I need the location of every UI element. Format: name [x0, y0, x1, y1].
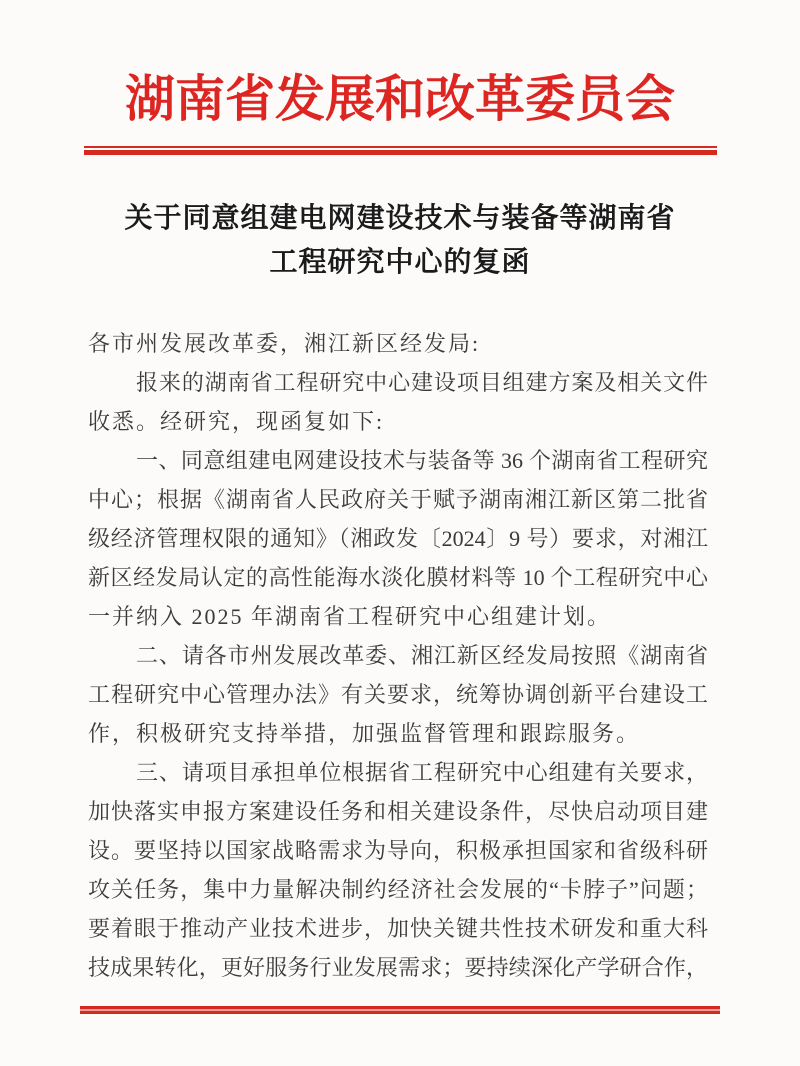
letterhead-rule-thick [84, 150, 717, 155]
body-line: 收悉。经研究，现函复如下: [88, 409, 385, 434]
body-line: 设。要坚持以国家战略需求为导向，积极承担国家和省级科研 [88, 838, 708, 863]
document-body [88, 324, 708, 987]
body-line: 新区经发局认定的高性能海水淡化膜材料等 10 个工程研究中心 [88, 565, 708, 590]
letterhead-rule-thin [84, 146, 717, 148]
document-title-line-1: 关于同意组建电网建设技术与装备等湖南省 [124, 203, 676, 234]
agency-letterhead: 湖南省发展和改革委员会 [125, 71, 675, 127]
salutation-line: 各市州发展改革委，湘江新区经发局: [88, 331, 481, 356]
body-line: 工程研究中心管理办法》有关要求，统筹协调创新平台建设工 [88, 682, 708, 707]
body-line: 中心；根据《湖南省人民政府关于赋予湖南湘江新区第二批省 [88, 487, 708, 512]
body-line: 级经济管理权限的通知》（湘政发〔2024〕9 号）要求，对湘江 [88, 526, 708, 551]
body-line: 作，积极研究支持举措，加强监督管理和跟踪服务。 [88, 721, 641, 746]
body-line: 三、请项目承担单位根据省工程研究中心组建有关要求， [136, 760, 708, 785]
letterhead-rule [84, 146, 717, 155]
footer-rule [80, 1006, 720, 1014]
body-line: 要着眼于推动产业技术进步，加快关键共性技术研发和重大科 [88, 916, 708, 941]
body-line: 二、请各市州发展改革委、湘江新区经发局按照《湖南省 [136, 643, 708, 668]
body-line: 加快落实申报方案建设任务和相关建设条件，尽快启动项目建 [88, 799, 708, 824]
body-line: 攻关任务，集中力量解决制约经济社会发展的“卡脖子”问题； [88, 877, 708, 902]
body-line: 一、同意组建电网建设技术与装备等 36 个湖南省工程研究 [136, 448, 708, 473]
document-title-line-2: 工程研究中心的复函 [269, 247, 531, 278]
document-title [80, 197, 720, 285]
body-line: 一并纳入 2025 年湖南省工程研究中心组建计划。 [88, 604, 612, 629]
footer-rule-bottom [80, 1011, 720, 1014]
body-line: 技成果转化，更好服务行业发展需求；要持续深化产学研合作， [88, 955, 708, 980]
body-line: 报来的湖南省工程研究中心建设项目组建方案及相关文件 [136, 370, 708, 395]
